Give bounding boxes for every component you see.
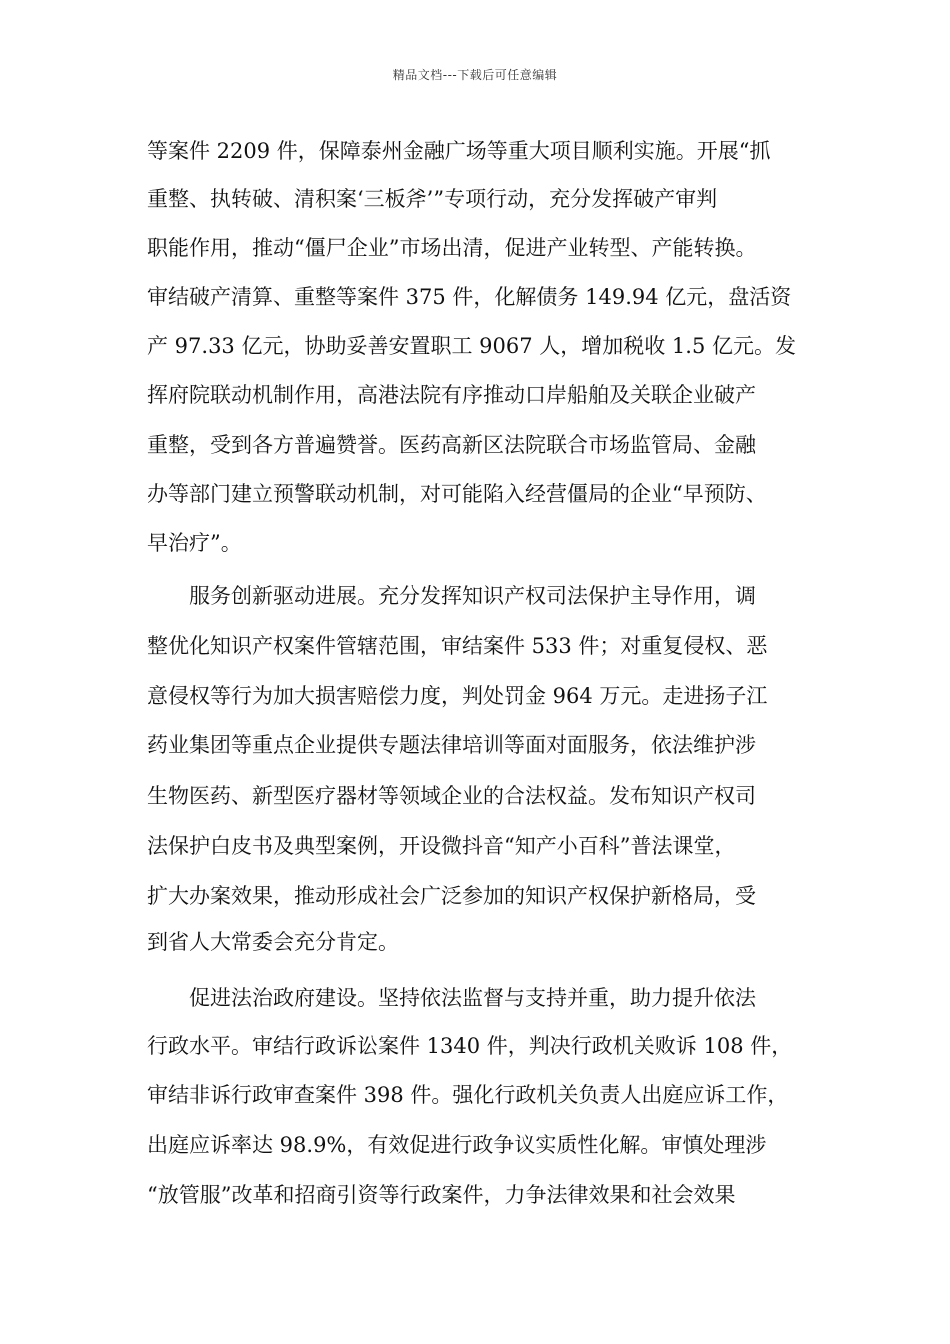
- page-header: 精品文档---下载后可任意编辑: [392, 68, 558, 82]
- paragraph-first-line: 服务创新驱动进展。充分发挥知识产权司法保护主导作用，调: [189, 584, 756, 608]
- text-line: 早治疗”。: [147, 531, 242, 555]
- text-line: 出庭应诉率达 98.9%，有效促进行政争议实质性化解。审慎处理涉: [147, 1133, 767, 1157]
- text-line: 法保护白皮书及典型案例，开设微抖音“知产小百科”普法课堂，: [147, 834, 736, 858]
- text-line: 意侵权等行为加大损害赔偿力度，判处罚金 964 万元。走进扬子江: [147, 684, 768, 708]
- text-line: 扩大办案效果，推动形成社会广泛参加的知识产权保护新格局，受: [147, 884, 756, 908]
- text-line: 办等部门建立预警联动机制，对可能陷入经营僵局的企业“早预防、: [147, 482, 767, 506]
- text-line: 整优化知识产权案件管辖范围，审结案件 533 件；对重复侵权、恶: [147, 634, 768, 658]
- text-line: 行政水平。审结行政诉讼案件 1340 件，判决行政机关败诉 108 件，: [147, 1034, 793, 1058]
- text-line: 职能作用，推动“僵尸企业”市场出清，促进产业转型、产能转换。: [147, 236, 757, 260]
- text-line: 重整、执转破、清积案‘三板斧’”专项行动，充分发挥破产审判: [147, 187, 718, 211]
- text-line: 产 97.33 亿元，协助妥善安置职工 9067 人，增加税收 1.5 亿元。发: [147, 334, 797, 358]
- text-line: 等案件 2209 件，保障泰州金融广场等重大项目顺利实施。开展“抓: [147, 139, 771, 163]
- text-line: 到省人大常委会充分肯定。: [147, 930, 399, 954]
- text-line: 生物医药、新型医疗器材等领域企业的合法权益。发布知识产权司: [147, 784, 756, 808]
- text-line: 审结非诉行政审查案件 398 件。强化行政机关负责人出庭应诉工作，: [147, 1083, 789, 1107]
- text-line: 挥府院联动机制作用，高港法院有序推动口岸船舶及关联企业破产: [147, 383, 756, 407]
- text-line: “放管服”改革和招商引资等行政案件，力争法律效果和社会效果: [147, 1183, 736, 1207]
- paragraph-first-line: 促进法治政府建设。坚持依法监督与支持并重，助力提升依法: [189, 986, 756, 1010]
- text-line: 审结破产清算、重整等案件 375 件，化解债务 149.94 亿元，盘活资: [147, 285, 792, 309]
- text-line: 药业集团等重点企业提供专题法律培训等面对面服务，依法维护涉: [147, 733, 756, 757]
- text-line: 重整，受到各方普遍赞誉。医药高新区法院联合市场监管局、金融: [147, 433, 756, 457]
